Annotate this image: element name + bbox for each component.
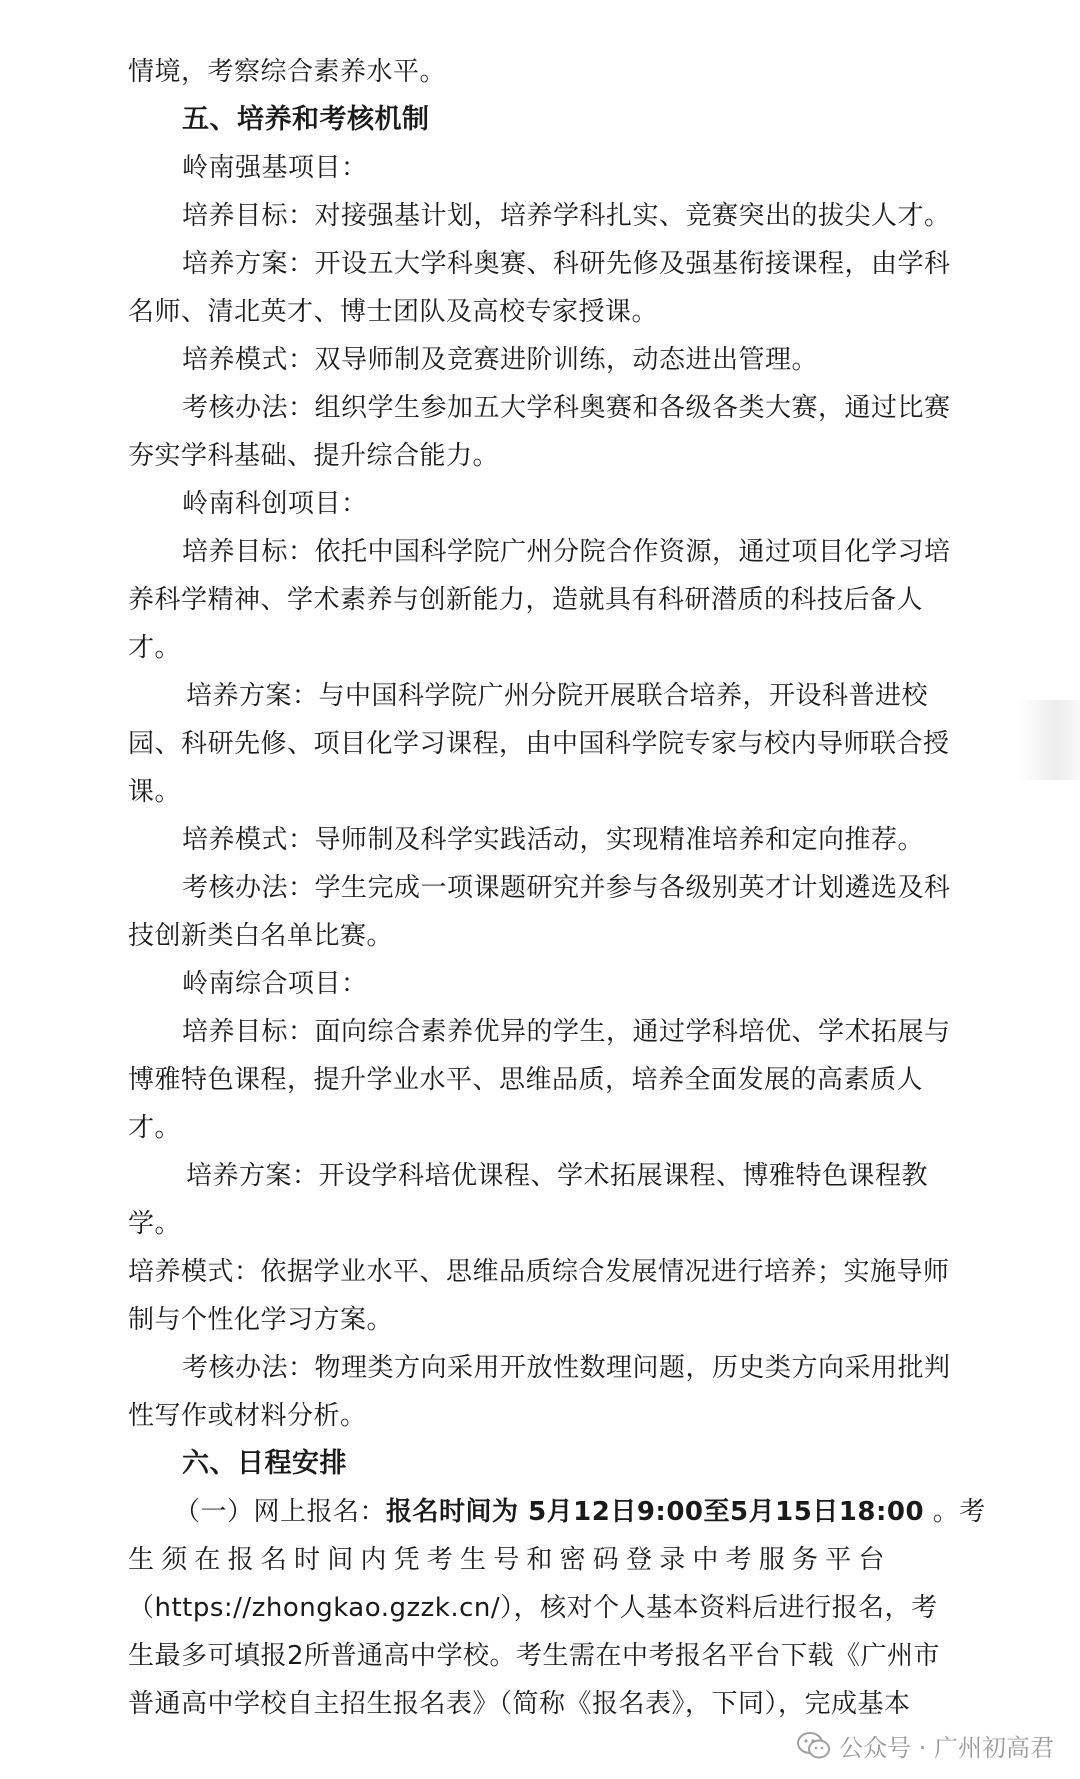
paragraph-line: 培养目标：依托中国科学院广州分院合作资源，通过项目化学习培	[182, 537, 951, 567]
paragraph-line: 培养模式：导师制及科学实践活动，实现精准培养和定向推荐。	[182, 825, 925, 855]
paragraph-line: 培养目标：对接强基计划，培养学科扎实、竞赛突出的拔尖人才。	[182, 201, 951, 231]
paragraph-line: 生须在报名时间内凭考生号和密码登录中考服务平台	[128, 1545, 892, 1575]
paragraph-line: 夯实学科基础、提升综合能力。	[128, 441, 500, 471]
registration-line	[128, 1488, 986, 1536]
wechat-icon	[797, 1731, 831, 1761]
paragraph-line: 生最多可填报2所普通高中学校。考生需在中考报名平台下载《广州市	[128, 1641, 941, 1671]
paragraph-line: 课。	[128, 777, 182, 807]
paragraph-line: 岭南强基项目：	[182, 153, 368, 183]
paragraph-line: 名师、清北英才、博士团队及高校专家授课。	[128, 297, 659, 327]
paragraph-line: 培养方案：与中国科学院广州分院开展联合培养，开设科普进校	[186, 681, 929, 711]
section-heading: 六、日程安排	[182, 1448, 347, 1479]
paragraph-line: 学。	[128, 1209, 182, 1239]
paragraph-line: 考核办法：组织学生参加五大学科奥赛和各级各类大赛，通过比赛	[182, 393, 951, 423]
paragraph-line: 培养目标：面向综合素养优异的学生，通过学科培优、学术拓展与	[182, 1017, 951, 1047]
registration-time: 报名时间为 5月12日9:00至5月15日18:00	[386, 1497, 925, 1527]
paragraph-line: 园、科研先修、项目化学习课程，由中国科学院专家与校内导师联合授	[128, 729, 950, 759]
paragraph-line: 考核办法：物理类方向采用开放性数理问题，历史类方向采用批判	[182, 1353, 951, 1383]
paragraph-line: 培养模式：双导师制及竞赛进阶训练，动态进出管理。	[182, 345, 819, 375]
paragraph-line: （https://zhongkao.gzzk.cn/），核对个人基本资料后进行报名，考	[128, 1593, 938, 1623]
paragraph-line: 性写作或材料分析。	[128, 1401, 367, 1431]
paragraph-line: 技创新类白名单比赛。	[128, 921, 394, 951]
paragraph-line: 岭南综合项目：	[182, 969, 368, 999]
paragraph-line: 培养方案：开设五大学科奥赛、科研先修及强基衔接课程，由学科	[182, 249, 951, 279]
paragraph-line: 博雅特色课程，提升学业水平、思维品质，培养全面发展的高素质人	[128, 1065, 924, 1095]
section-heading: 五、培养和考核机制	[182, 104, 430, 135]
paragraph-line: 考核办法：学生完成一项课题研究并参与各级别英才计划遴选及科	[182, 873, 951, 903]
paragraph-line: 岭南科创项目：	[182, 489, 368, 519]
paragraph-line: 普通高中学校自主招生报名表》（简称《报名表》，下同），完成基本	[128, 1689, 911, 1719]
watermark-text: 公众号 · 广州初高君	[839, 1734, 1054, 1762]
paragraph-line: 才。	[128, 1113, 182, 1143]
registration-suffix: 。考	[924, 1497, 986, 1527]
paragraph-line: 培养方案：开设学科培优课程、学术拓展课程、博雅特色课程教	[186, 1161, 929, 1191]
watermark	[789, 1724, 1062, 1767]
paragraph-line: 制与个性化学习方案。	[128, 1305, 394, 1335]
paragraph-line: 培养模式：依据学业水平、思维品质综合发展情况进行培养；实施导师	[128, 1257, 950, 1287]
paragraph-line: 养科学精神、学术素养与创新能力，造就具有科研潜质的科技后备人	[128, 585, 924, 615]
paragraph-line: 情境，考察综合素养水平。	[128, 57, 447, 87]
document-body	[128, 48, 986, 1728]
paragraph-line: 才。	[128, 633, 182, 663]
registration-label: （一）网上报名：	[174, 1497, 387, 1527]
scan-edge-artifact	[1018, 700, 1080, 780]
